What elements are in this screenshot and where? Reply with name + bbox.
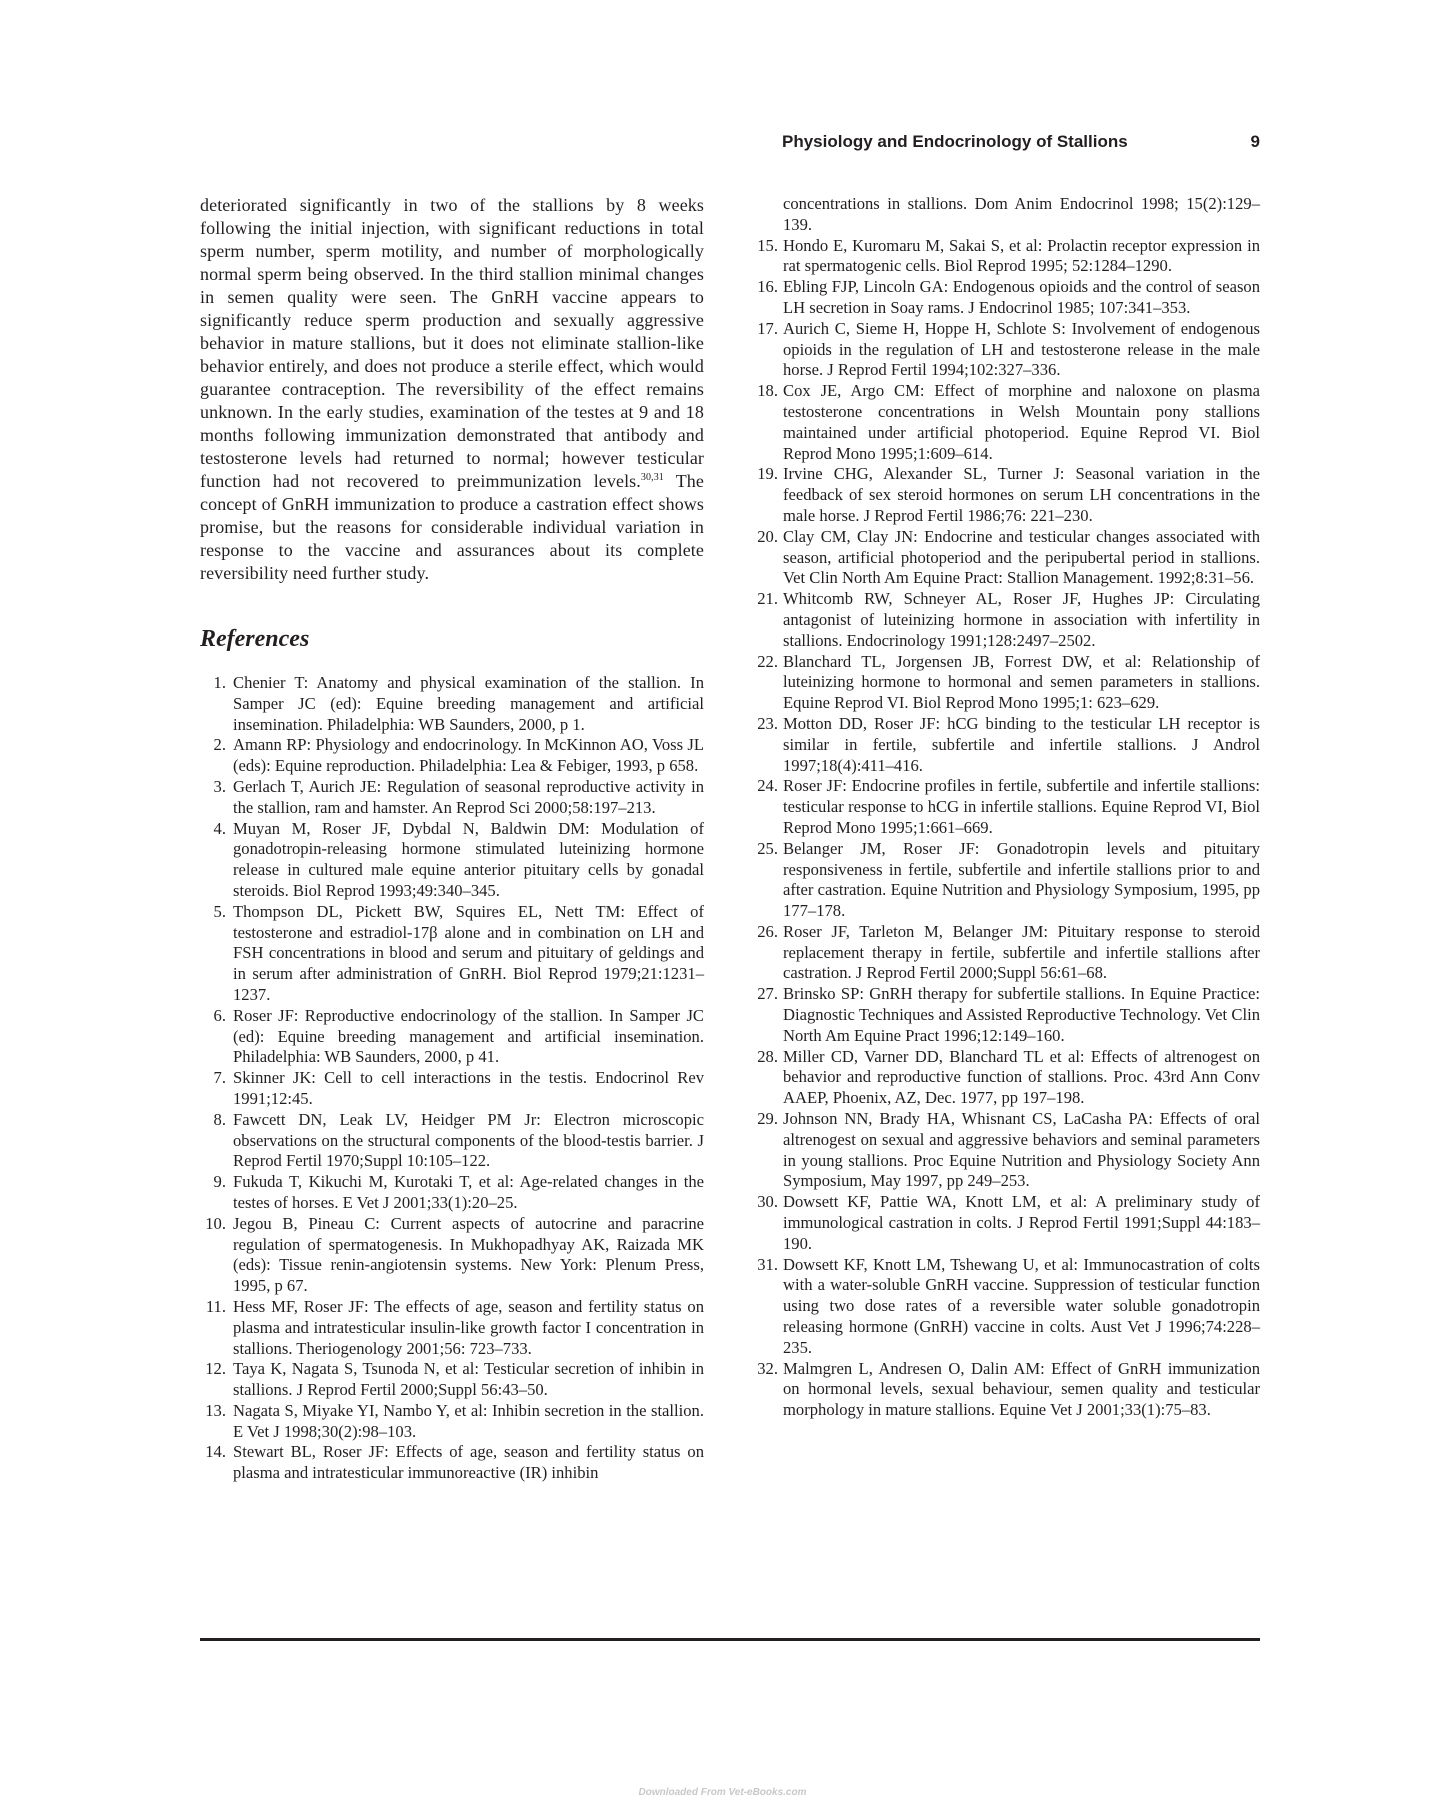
reference-text: Nagata S, Miyake YI, Nambo Y, et al: Inhibin secretion in the stallion. E Vet J 1998;30(2):98–103. [233, 1400, 704, 1441]
reference-number: 25. [757, 838, 778, 858]
reference-item [752, 464, 1260, 526]
running-head [782, 132, 1260, 160]
reference-number: 22. [757, 651, 778, 671]
reference-item [752, 714, 1260, 776]
reference-number: 6. [213, 1005, 226, 1025]
reference-item [200, 902, 704, 1006]
reference-number: 30. [757, 1192, 778, 1212]
reference-text: Hondo E, Kuromaru M, Sakai S, et al: Prolactin receptor expression in rat spermatogenic cells. Biol Reprod 1995; 52:1284–1290. [783, 235, 1260, 276]
reference-item [200, 673, 704, 735]
reference-item [200, 1006, 704, 1068]
reference-number: 32. [757, 1358, 778, 1378]
reference-item [752, 1047, 1260, 1109]
reference-number: 13. [205, 1400, 226, 1420]
reference-number: 24. [757, 776, 778, 796]
reference-text: Dowsett KF, Pattie WA, Knott LM, et al: A preliminary study of immunological castration in colts. J Reprod Fertil 1991;Suppl 44:183–190. [783, 1192, 1260, 1253]
reference-text: Aurich C, Sieme H, Hoppe H, Schlote S: Involvement of endogenous opioids in the regulation of LH and testosterone release in the male horse. J Reprod Fertil 1994;102:327–336. [783, 318, 1260, 380]
bottom-rule [200, 1638, 1260, 1641]
reference-item [752, 527, 1260, 589]
reference-number: 3. [213, 776, 226, 796]
reference-text: Skinner JK: Cell to cell interactions in the testis. Endocrinol Rev 1991;12:45. [233, 1068, 704, 1108]
reference-number: 8. [213, 1109, 226, 1129]
reference-item [200, 819, 704, 902]
reference-item [752, 1109, 1260, 1192]
body-paragraph [200, 194, 704, 585]
reference-item [752, 776, 1260, 838]
reference-text: Brinsko SP: GnRH therapy for subfertile stallions. In Equine Practice: Diagnostic Techniques and Assisted Reproductive Technology. Vet Clin North Am Equine Pract 1996;12:149–160. [783, 984, 1260, 1045]
reference-number: 16. [757, 277, 778, 297]
reference-number: 21. [757, 589, 778, 609]
reference-number: 17. [757, 318, 778, 338]
citation-superscript: 30,31 [640, 472, 664, 483]
reference-text: Whitcomb RW, Schneyer AL, Roser JF, Hughes JP: Circulating antagonist of luteinizing hormone in association with infertility in stallions. Endocrinology 1991;128:2497–2502. [783, 589, 1260, 650]
reference-14-continuation: concentrations in stallions. Dom Anim Endocrinol 1998; 15(2):129–139. [783, 194, 1260, 234]
reference-item [200, 1442, 704, 1484]
reference-item [752, 589, 1260, 651]
reference-text: Roser JF: Reproductive endocrinology of the stallion. In Samper JC (ed): Equine breeding management and artificial insemination. Philadelphia: WB Saunders, 2000, p 41. [233, 1005, 704, 1067]
reference-number: 12. [205, 1359, 226, 1379]
reference-text: Ebling FJP, Lincoln GA: Endogenous opioids and the control of season LH secretion in Soay rams. J Endocrinol 1985; 107:341–353. [783, 277, 1260, 317]
reference-text: Muyan M, Roser JF, Dybdal N, Baldwin DM: Modulation of gonadotropin-releasing hormone stimulated luteinizing hormone release in cultured male equine anterior pituitary cells by gonadal steroids. Biol Reprod 1993;49:340–345. [233, 818, 704, 900]
reference-text: Amann RP: Physiology and endocrinology. In McKinnon AO, Voss JL (eds): Equine reproduction. Philadelphia: Lea & Febiger, 1993, p 658. [233, 735, 704, 776]
reference-number: 1. [213, 673, 226, 692]
reference-text: Thompson DL, Pickett BW, Squires EL, Nett TM: Effect of testosterone and estradiol-17β alone and in combination on LH and FSH concentrations in blood and serum and pituitary of geldings and in serum after administration of GnRH. Biol Reprod 1979;21:1231–1237. [233, 901, 704, 1004]
references-list-right [752, 236, 1260, 1421]
reference-number: 28. [757, 1046, 778, 1066]
reference-text: Motton DD, Roser JF: hCG binding to the testicular LH receptor is similar in fertile, subfertile and infertile stallions. J Androl 1997;18(4):411–416. [783, 713, 1260, 775]
reference-item [200, 1297, 704, 1359]
reference-number: 2. [213, 735, 226, 755]
reference-number: 27. [757, 984, 778, 1004]
reference-item [200, 735, 704, 777]
reference-number: 18. [757, 381, 778, 401]
reference-item [752, 1359, 1260, 1421]
reference-item [752, 652, 1260, 714]
reference-item [752, 319, 1260, 381]
reference-number: 11. [205, 1296, 226, 1316]
reference-number: 31. [757, 1254, 778, 1274]
reference-item [752, 839, 1260, 922]
reference-text: Belanger JM, Roser JF: Gonadotropin levels and pituitary responsiveness in fertile, subfertile and infertile stallions prior to and after castration. Equine Nutrition and Physiology Symposium, 1995, pp 177–178. [783, 838, 1260, 921]
reference-text: Roser JF, Tarleton M, Belanger JM: Pituitary response to steroid replacement therapy in fertile, subfertile and infertile stallions after castration. J Reprod Fertil 2000;Suppl 56:61–68. [783, 921, 1260, 983]
reference-item [752, 381, 1260, 464]
reference-text: Stewart BL, Roser JF: Effects of age, season and fertility status on plasma and intratesticular immunoreactive (IR) inhibin [233, 1442, 704, 1483]
reference-text: Chenier T: Anatomy and physical examination of the stallion. In Samper JC (ed): Equine breeding management and artificial insemination. Philadelphia: WB Saunders, 2000, p 1. [233, 673, 704, 734]
reference-text: Cox JE, Argo CM: Effect of morphine and naloxone on plasma testosterone concentrations in Welsh Mountain pony stallions maintained under artificial photoperiod. Equine Reprod VI. Biol Reprod Mono 1995;1:609–614. [783, 381, 1260, 463]
reference-item [752, 236, 1260, 278]
reference-number: 15. [757, 235, 778, 255]
reference-item [200, 1110, 704, 1172]
reference-text: Taya K, Nagata S, Tsunoda N, et al: Testicular secretion of inhibin in stallions. J Reprod Fertil 2000;Suppl 56:43–50. [233, 1359, 704, 1400]
reference-item [200, 1172, 704, 1214]
references-list-left [200, 673, 704, 1484]
reference-item [200, 1401, 704, 1443]
reference-text: Irvine CHG, Alexander SL, Turner J: Seasonal variation in the feedback of sex steroid hormones on serum LH concentrations in the male horse. J Reprod Fertil 1986;76: 221–230. [783, 464, 1260, 525]
running-head-title: Physiology and Endocrinology of Stallions [782, 132, 1128, 151]
reference-item [200, 777, 704, 819]
reference-item [752, 922, 1260, 984]
reference-number: 10. [205, 1213, 226, 1233]
reference-text: Johnson NN, Brady HA, Whisnant CS, LaCasha PA: Effects of oral altrenogest on sexual and aggressive behaviors and seminal parameters in young stallions. Proc Equine Nutrition and Physiology Society Ann Symposium, May 1997, pp 249–253. [783, 1109, 1260, 1191]
reference-number: 26. [757, 921, 778, 941]
reference-text: Hess MF, Roser JF: The effects of age, season and fertility status on plasma and intratesticular insulin-like growth factor I concentration in stallions. Theriogenology 2001;56: 723–733. [233, 1296, 704, 1358]
reference-text: Miller CD, Varner DD, Blanchard TL et al: Effects of altrenogest on behavior and reproductive function of stallions. Proc. 43rd Ann Conv AAEP, Phoenix, AZ, Dec. 1977, pp 197–198. [783, 1046, 1260, 1108]
reference-text: Fawcett DN, Leak LV, Heidger PM Jr: Electron microscopic observations on the structural components of the blood-testis barrier. J Reprod Fertil 1970;Suppl 10:105–122. [233, 1109, 704, 1171]
reference-text: Dowsett KF, Knott LM, Tshewang U, et al: Immunocastration of colts with a water-soluble GnRH vaccine. Suppression of testicular function using two dose rates of a reversible water soluble gonadotropin releasing hormone (GnRH) vaccine in colts. Aust Vet J 1996;74:228–235. [783, 1254, 1260, 1357]
reference-item [200, 1359, 704, 1401]
reference-number: 23. [757, 713, 778, 733]
references-heading: References [200, 626, 310, 652]
reference-text: Blanchard TL, Jorgensen JB, Forrest DW, et al: Relationship of luteinizing hormone to hormonal and semen parameters in stallions. Equine Reprod VI. Biol Reprod Mono 1995;1: 623–629. [783, 651, 1260, 713]
page-number: 9 [1250, 132, 1260, 151]
right-column [752, 194, 1260, 1421]
reference-number: 5. [213, 901, 226, 921]
reference-text: Fukuda T, Kikuchi M, Kurotaki T, et al: Age-related changes in the testes of horses. E Vet J 2001;33(1):20–25. [233, 1172, 704, 1212]
left-column [200, 194, 704, 1484]
reference-text: Roser JF: Endocrine profiles in fertile, subfertile and infertile stallions: testicular response to hCG in infertile stallions. Equine Reprod VI, Biol Reprod Mono 1995;1:661–669. [783, 776, 1260, 837]
reference-item [752, 1192, 1260, 1254]
reference-item [752, 277, 1260, 319]
reference-text: Jegou B, Pineau C: Current aspects of autocrine and paracrine regulation of spermatogenesis. In Mukhopadhyay AK, Raizada MK (eds): Tissue renin-angiotensin systems. New York: Plenum Press, 1995, p 67. [233, 1213, 704, 1296]
reference-item [752, 984, 1260, 1046]
reference-text: Clay CM, Clay JN: Endocrine and testicular changes associated with season, artificial photoperiod and the peripubertal period in stallions. Vet Clin North Am Equine Pract: Stallion Management. 1992;8:31–56. [783, 526, 1260, 588]
watermark: Downloaded From Vet-eBooks.com [638, 1787, 807, 1798]
reference-text: Malmgren L, Andresen O, Dalin AM: Effect of GnRH immunization on hormonal levels, sexual behaviour, semen quality and testicular morphology in mature stallions. Equine Vet J 2001;33(1):75–83. [783, 1358, 1260, 1420]
reference-number: 14. [205, 1442, 226, 1462]
body-text-continued: The concept of GnRH immunization to produce a castration effect shows promise, but the reasons for considerable individual variation in response to the vaccine and assurances about its complete reversibility need further study. [200, 471, 704, 583]
reference-number: 9. [213, 1172, 226, 1192]
reference-number: 29. [757, 1109, 778, 1129]
reference-number: 7. [213, 1068, 226, 1088]
reference-item [200, 1068, 704, 1110]
reference-item [200, 1214, 704, 1297]
reference-number: 4. [213, 818, 226, 838]
reference-text: Gerlach T, Aurich JE: Regulation of seasonal reproductive activity in the stallion, ram and hamster. An Reprod Sci 2000;58:197–213. [233, 776, 704, 817]
reference-number: 20. [757, 526, 778, 546]
body-text: deteriorated significantly in two of the stallions by 8 weeks following the initial injection, with significant reductions in total sperm number, sperm motility, and number of morphologically normal sperm being observed. In the third stallion minimal changes in semen quality were seen. The GnRH vaccine appears to significantly reduce sperm production and sexually aggressive behavior in mature stallions, but it does not eliminate stallion-like behavior entirely, and does not produce a sterile effect, which would guarantee contraception. The reversibility of the effect remains unknown. In the early studies, examination of the testes at 9 and 18 months following immunization demonstrated that antibody and testosterone levels had returned to normal; however testicular function had not recovered to preimmunization levels. [200, 195, 704, 491]
reference-number: 19. [757, 464, 778, 484]
reference-item [752, 1255, 1260, 1359]
